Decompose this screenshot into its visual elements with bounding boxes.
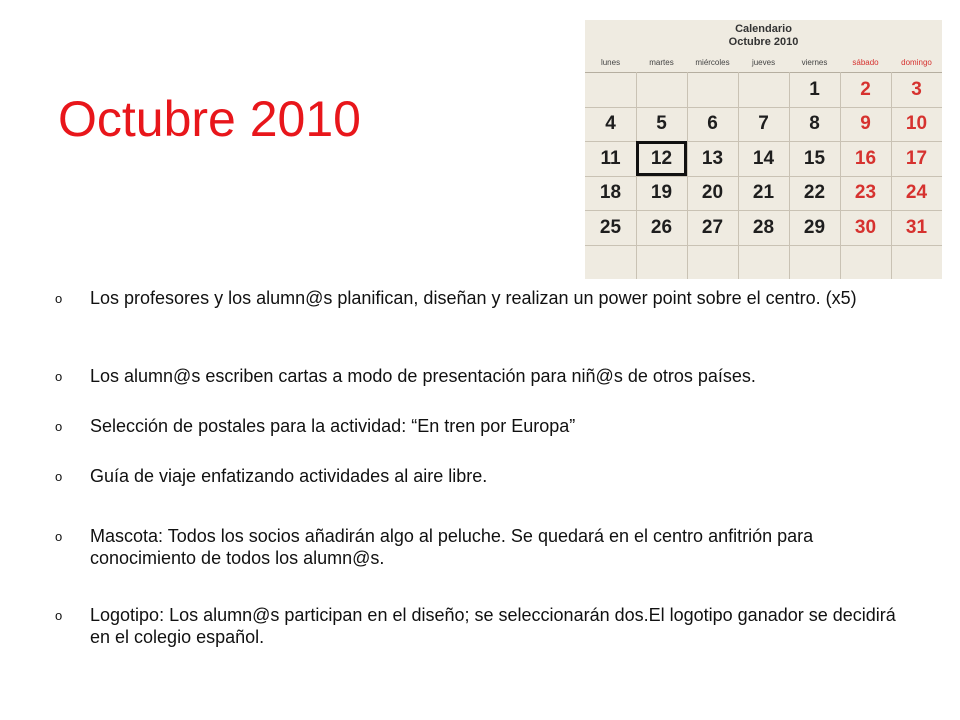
calendar-image — [585, 20, 942, 279]
bullet-marker: o — [55, 608, 63, 623]
calendar-day-selected: 12 — [636, 141, 687, 176]
calendar-day: 24 — [905, 182, 928, 203]
calendar-day: 29 — [803, 216, 826, 238]
bullet-item — [50, 287, 910, 309]
bullet-marker: o — [55, 369, 63, 384]
calendar-dayname: jueves — [751, 58, 776, 67]
calendar-day: 10 — [905, 113, 928, 134]
bullet-marker: o — [55, 291, 63, 306]
calendar-header — [585, 23, 942, 49]
bullet-marker: o — [55, 529, 63, 544]
bullet-text: Selección de postales para la actividad: “En tren por Europa” — [90, 416, 576, 436]
calendar-day: 18 — [599, 182, 622, 203]
calendar-day: 26 — [650, 216, 673, 238]
calendar-day: 28 — [752, 216, 775, 238]
calendar-dayname: miércoles — [695, 58, 730, 67]
calendar-day: 8 — [809, 113, 820, 134]
calendar-day: 19 — [650, 182, 673, 203]
calendar-dayname: sábado — [852, 58, 879, 67]
calendar-day: 7 — [758, 113, 769, 134]
calendar-day: 16 — [854, 147, 877, 169]
calendar-day: 14 — [752, 147, 775, 169]
bullet-text: Guía de viaje enfatizando actividades al aire libre. — [90, 466, 488, 486]
calendar-heading: Calendario — [735, 23, 792, 35]
bullet-text: Logotipo: Los alumn@s participan en el diseño; se seleccionarán dos.El logotipo ganador se decidirá en el colegio español. — [90, 605, 896, 647]
calendar-day: 31 — [905, 216, 928, 238]
bullet-text: Los alumn@s escriben cartas a modo de presentación para niñ@s de otros países. — [90, 366, 756, 386]
calendar-day: 1 — [809, 78, 820, 100]
calendar-day: 23 — [854, 182, 877, 203]
calendar-dayname: viernes — [801, 58, 828, 67]
calendar-day: 2 — [860, 78, 871, 100]
calendar-day: 22 — [803, 182, 826, 203]
calendar-day: 9 — [860, 113, 871, 134]
slide-title: Octubre 2010 — [58, 90, 361, 147]
bullet-item — [50, 465, 910, 487]
calendar-day: 6 — [707, 113, 718, 134]
calendar-day: 30 — [854, 216, 877, 238]
bullet-text: Mascota: Todos los socios añadirán algo al peluche. Se quedará en el centro anfitrión para conocimiento de todos los alumn@s. — [90, 526, 814, 568]
bullet-text: Los profesores y los alumn@s planifican, diseñan y realizan un power point sobre el centro. (x5) — [90, 288, 857, 308]
calendar-day: 5 — [656, 113, 667, 134]
calendar-day: 4 — [605, 113, 616, 134]
bullet-item — [50, 415, 910, 437]
calendar-day: 11 — [600, 147, 621, 169]
calendar-day: 25 — [599, 216, 622, 238]
bullet-item — [50, 604, 910, 648]
bullet-marker: o — [55, 419, 63, 434]
calendar-day: 17 — [905, 147, 928, 169]
calendar-day: 27 — [701, 216, 724, 238]
bullet-marker: o — [55, 469, 63, 484]
calendar-dayname: martes — [649, 58, 674, 67]
bullet-item — [50, 525, 910, 569]
bullet-item — [50, 365, 910, 387]
calendar-day: 15 — [803, 147, 826, 169]
calendar-day: 13 — [701, 147, 724, 169]
calendar-dayname: lunes — [600, 58, 621, 67]
calendar-dayname: domingo — [901, 58, 932, 67]
calendar-day: 20 — [701, 182, 724, 203]
calendar-day: 3 — [911, 78, 922, 100]
calendar-month: Octubre 2010 — [728, 36, 799, 48]
calendar-day: 21 — [752, 182, 775, 203]
